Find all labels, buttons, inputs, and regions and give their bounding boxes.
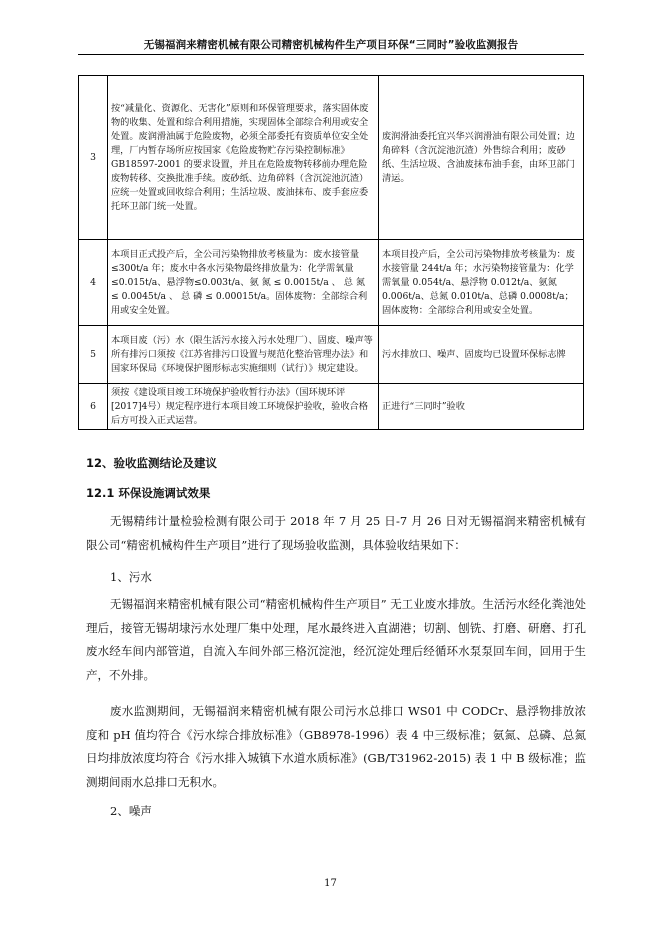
row-number: 4 (79, 240, 108, 326)
requirement-cell: 按“减量化、资源化、无害化”原则和环保管理要求，落实固体废物的收集、处置和综合利用措施，实现固体全部综合利用或安全处置。废润滑油属于危险废物，必须全部委托有资质单位安全处理，厂内暂存场所应按国家《危险废物贮存污染控制标准》GB18597-2001 的要求设置，并且在危险废物转移前办理危险废物转移、交换批准手续。废砂纸、边角碎料（含沉淀池沉渣）应统一处置或回收综合利用；生活垃圾、废油抹布、废手套应委托环卫部门统一处置。 (108, 76, 379, 240)
table-row (79, 326, 584, 384)
section-heading: 12、验收监测结论及建议 (86, 456, 218, 470)
monitoring-paragraph: 废水监测期间，无锡福润来精密机械有限公司污水总排口 WS01 中 CODCr、悬浮物排放浓度和 pH 值均符合《污水综合排放标准》（GB8978-1996）表 4 中三级标准；氨氮、总磷、总氮日均排放浓度均符合《污水排入城镇下水道水质标准》(GB/T31962-2015) 表 1 中 B 级标准；监测期间雨水总排口无积水。 (86, 704, 586, 789)
requirements-table (78, 75, 584, 430)
row-number: 5 (79, 326, 108, 384)
page-number: 17 (324, 878, 337, 889)
requirement-cell: 本项目废（污）水（限生活污水接入污水处理厂）、固废、噪声等所有排污口须按《江苏省排污口设置与规范化整治管理办法》和国家环保局《环境保护图形标志实施细则（试行）》规定建设。 (108, 326, 379, 384)
requirement-cell: 本项目正式投产后，全公司污染物排放考核量为：废水接管量≤300t/a 年；废水中各水污染物最终排放量为：化学需氧量≤0.015t/a、悬浮物≤0.003t/a、氨 氮 ≤ 0.0015t/a 、 总 氮 ≤ 0.0045t/a 、 总 磷 ≤ 0.00015t/a。固体废物：全部综合利用或安全处置。 (108, 240, 379, 326)
item-noise-title: 2、噪声 (110, 804, 152, 818)
requirement-cell: 须按《建设项目竣工环境保护验收暂行办法》（国环规环评[2017]4号）规定程序进行本项目竣工环境保护验收，验收合格后方可投入正式运营。 (108, 384, 379, 430)
page-header: 无锡福润来精密机械有限公司精密机械构件生产项目环保“三同时”验收监测报告 (143, 39, 519, 51)
row-number: 6 (79, 384, 108, 430)
header-divider (78, 54, 584, 55)
table-row (79, 240, 584, 326)
row-number: 3 (79, 76, 108, 240)
table-row (79, 76, 584, 240)
status-cell: 正进行“三同时”验收 (379, 384, 584, 430)
status-cell: 本项目投产后，全公司污染物排放考核量为：废水接管量 244t/a 年；水污染物接管量为：化学需氧量 0.054t/a、悬浮物 0.012t/a、氨氮 0.006t/a、总氮 0.010t/a、总磷 0.0008t/a；固体废物：全部综合利用或安全处置。 (379, 240, 584, 326)
status-cell: 废润滑油委托宜兴华兴润滑油有限公司处置；边角碎料（含沉淀池沉渣）外售综合利用；废砂纸、生活垃圾、含油废抹布油手套，由环卫部门清运。 (379, 76, 584, 240)
wastewater-paragraph: 无锡福润来精密机械有限公司“精密机械构件生产项目” 无工业废水排放。生活污水经化粪池处理后，接管无锡胡埭污水处理厂集中处理，尾水最终进入直湖港；切割、刨铣、打磨、研磨、打孔废水经车间内部管道，自流入车间外部三格沉淀池，经沉淀处理后经循环水泵泵回车间，回用于生产，不外排。 (86, 597, 586, 682)
table-row (79, 384, 584, 430)
subsection-heading: 12.1 环保设施调试效果 (86, 486, 211, 500)
intro-paragraph: 无锡精纬计量检验检测有限公司于 2018 年 7 月 25 日-7 月 26 日对无锡福润来精密机械有限公司“精密机械构件生产项目”进行了现场验收监测，具体验收结果如下： (86, 514, 586, 552)
item-wastewater-title: 1、污水 (110, 570, 152, 584)
status-cell: 污水排放口、噪声、固废均已设置环保标志牌 (379, 326, 584, 384)
